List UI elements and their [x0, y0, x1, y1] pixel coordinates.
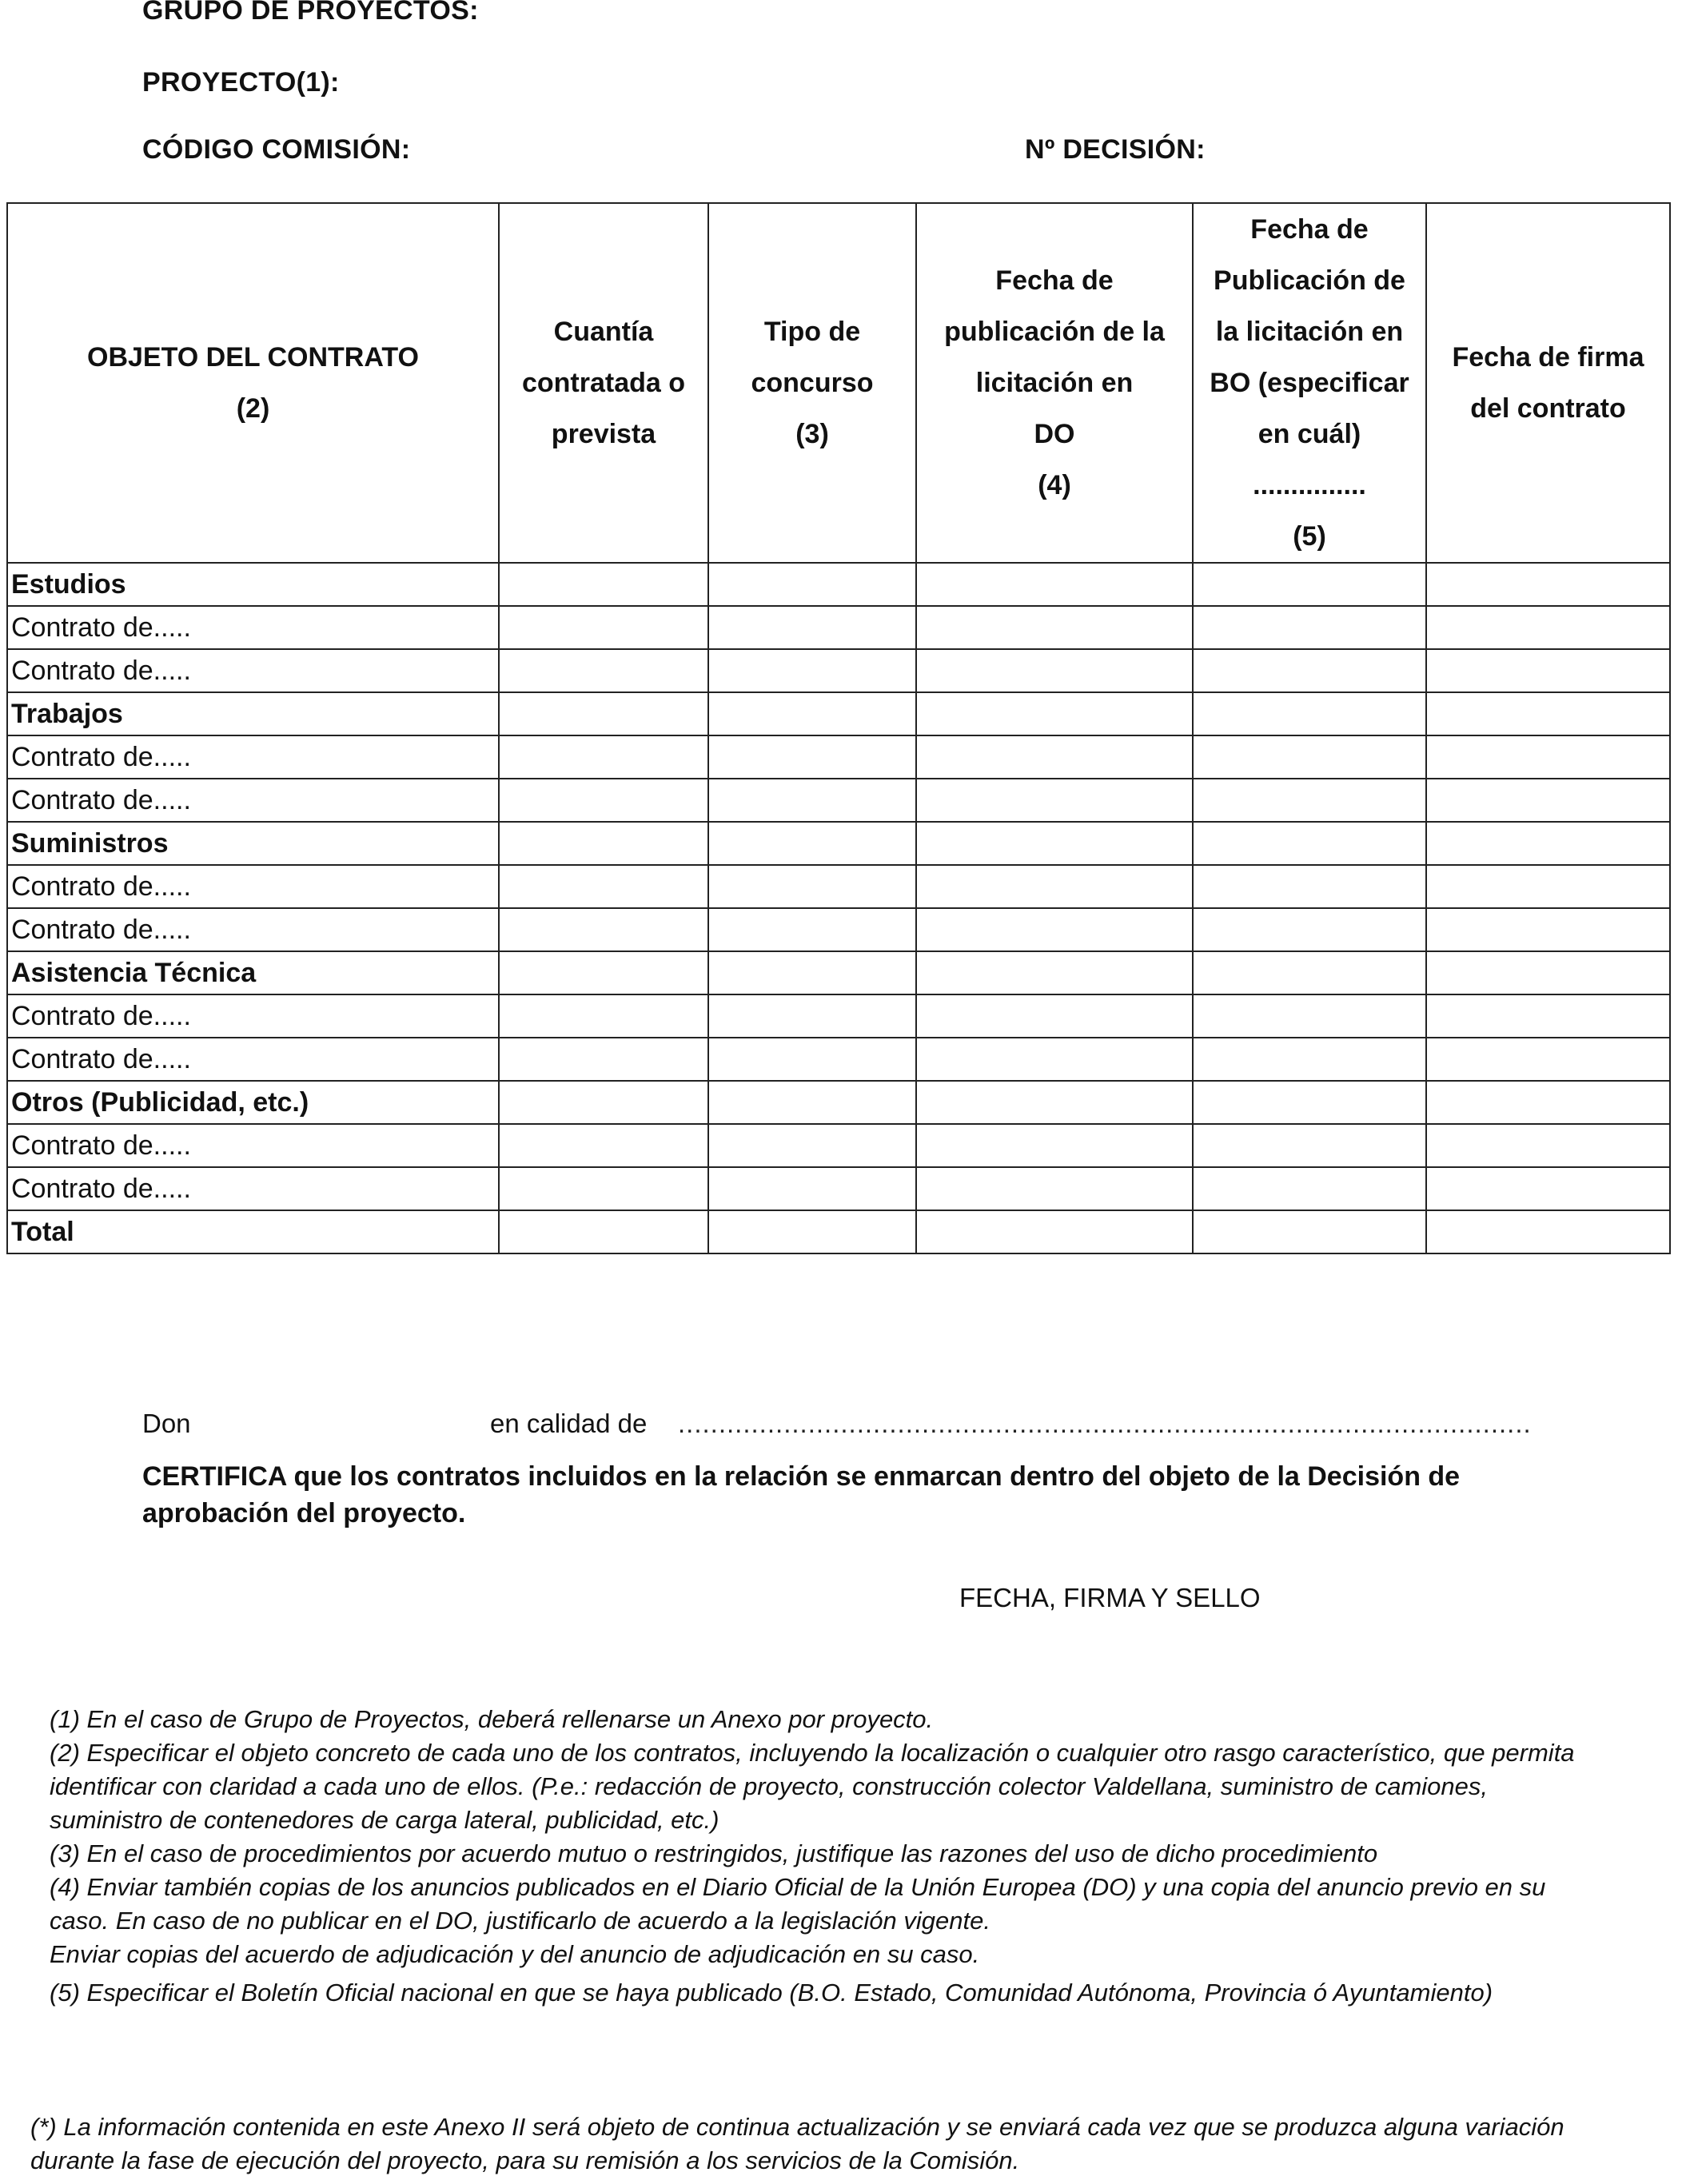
table-row	[7, 692, 1670, 735]
grupo-proyectos-label: GRUPO DE PROYECTOS:	[142, 0, 479, 26]
column-header-line: publicación de la	[944, 317, 1165, 347]
table-cell[interactable]	[499, 606, 708, 649]
table-cell[interactable]	[708, 865, 916, 908]
contract-label: Contrato de.....	[7, 1167, 499, 1210]
table-cell[interactable]	[499, 865, 708, 908]
column-header-line: licitación en	[975, 368, 1134, 398]
don-label: Don	[142, 1409, 191, 1438]
table-cell[interactable]	[1426, 563, 1670, 606]
table-cell[interactable]	[499, 1081, 708, 1124]
contract-label: Contrato de.....	[7, 994, 499, 1038]
table-row	[7, 951, 1670, 994]
table-cell[interactable]	[916, 1210, 1193, 1253]
table-cell[interactable]	[1193, 1210, 1426, 1253]
table-cell[interactable]	[1193, 994, 1426, 1038]
table-cell[interactable]	[1426, 1210, 1670, 1253]
category-label: Otros (Publicidad, etc.)	[7, 1081, 499, 1124]
table-row	[7, 735, 1670, 779]
table-cell[interactable]	[1193, 1124, 1426, 1167]
column-header-1	[499, 203, 708, 563]
table-cell[interactable]	[708, 951, 916, 994]
codigo-comision-label: CÓDIGO COMISIÓN:	[142, 134, 411, 165]
table-cell[interactable]	[708, 606, 916, 649]
column-header-line: DO	[1034, 419, 1075, 449]
table-row	[7, 865, 1670, 908]
table-cell[interactable]	[708, 994, 916, 1038]
column-header-line: Tipo de	[763, 317, 861, 347]
table-cell[interactable]	[1193, 1038, 1426, 1081]
column-header-line: concurso	[751, 368, 874, 398]
table-row	[7, 779, 1670, 822]
table-cell[interactable]	[1426, 994, 1670, 1038]
proyecto-label: PROYECTO(1):	[142, 67, 340, 98]
category-label: Total	[7, 1210, 499, 1253]
contract-label: Contrato de.....	[7, 606, 499, 649]
table-cell[interactable]	[1426, 735, 1670, 779]
table-cell[interactable]	[916, 735, 1193, 779]
table-cell[interactable]	[1426, 1038, 1670, 1081]
table-cell[interactable]	[1426, 951, 1670, 994]
star-note: (*) La información contenida en este Anexo II será objeto de continua actualización y se enviará cada vez que se produzca alguna variación durante la fase de ejecución del proyecto, para su remisión a los servicios de la Comisión.	[30, 2113, 1564, 2174]
table-cell[interactable]	[1426, 1167, 1670, 1210]
contract-label: Contrato de.....	[7, 1124, 499, 1167]
contract-label: Contrato de.....	[7, 865, 499, 908]
table-cell[interactable]	[916, 1124, 1193, 1167]
table-cell[interactable]	[1193, 865, 1426, 908]
table-cell[interactable]	[916, 1081, 1193, 1124]
certification-statement: CERTIFICA que los contratos incluidos en la relación se enmarcan dentro del objeto de la Decisión de aprobación del proyecto.	[142, 1461, 1461, 1528]
table-cell[interactable]	[708, 1081, 916, 1124]
table-cell[interactable]	[708, 649, 916, 692]
table-cell[interactable]	[1426, 606, 1670, 649]
table-cell[interactable]	[708, 1124, 916, 1167]
table-cell[interactable]	[499, 649, 708, 692]
table-cell[interactable]	[1426, 1124, 1670, 1167]
column-header-line: del contrato	[1470, 393, 1626, 424]
contract-label: Contrato de.....	[7, 779, 499, 822]
table-cell[interactable]	[916, 1167, 1193, 1210]
table-cell[interactable]	[1193, 692, 1426, 735]
table-cell[interactable]	[1193, 822, 1426, 865]
table-cell[interactable]	[1426, 1081, 1670, 1124]
table-cell[interactable]	[499, 1124, 708, 1167]
table-cell[interactable]	[916, 994, 1193, 1038]
table-cell[interactable]	[499, 779, 708, 822]
column-header-3	[916, 203, 1193, 563]
table-cell[interactable]	[708, 908, 916, 951]
table-cell[interactable]	[1193, 735, 1426, 779]
footnote-4-continued: Enviar copias del acuerdo de adjudicación y del anuncio de adjudicación en su caso.	[50, 1940, 980, 1968]
table-row	[7, 1038, 1670, 1081]
column-header-line: (4)	[1038, 470, 1071, 500]
table-cell[interactable]	[916, 908, 1193, 951]
category-label: Trabajos	[7, 692, 499, 735]
table-cell[interactable]	[916, 779, 1193, 822]
table-cell[interactable]	[1426, 692, 1670, 735]
table-cell[interactable]	[916, 563, 1193, 606]
column-header-line: Publicación de	[1214, 265, 1405, 296]
column-header-4	[1193, 203, 1426, 563]
table-row	[7, 1167, 1670, 1210]
table-row	[7, 1081, 1670, 1124]
table-cell[interactable]	[499, 692, 708, 735]
table-cell[interactable]	[708, 1210, 916, 1253]
column-header-line: (2)	[236, 393, 270, 424]
column-header-line: BO (especificar	[1210, 368, 1409, 398]
column-header-line: (3)	[795, 419, 829, 449]
table-cell[interactable]	[499, 994, 708, 1038]
table-cell[interactable]	[1426, 649, 1670, 692]
column-header-5	[1426, 203, 1670, 563]
column-header-line: ...............	[1253, 470, 1366, 500]
footnote-3: (3) En el caso de procedimientos por acuerdo mutuo o restringidos, justifique las razones del uso de dicho procedimiento	[50, 1839, 1378, 1867]
category-label: Suministros	[7, 822, 499, 865]
table-cell[interactable]	[1426, 822, 1670, 865]
table-cell[interactable]	[1426, 908, 1670, 951]
category-label: Estudios	[7, 563, 499, 606]
table-cell[interactable]	[1193, 908, 1426, 951]
table-cell[interactable]	[916, 649, 1193, 692]
column-header-line: prevista	[551, 419, 656, 449]
date-signature-stamp-label: FECHA, FIRMA Y SELLO	[959, 1583, 1261, 1612]
column-header-line: Fecha de	[995, 265, 1114, 296]
calidad-label: en calidad de	[490, 1409, 648, 1438]
table-cell[interactable]	[1426, 865, 1670, 908]
table-row	[7, 563, 1670, 606]
table-row	[7, 994, 1670, 1038]
contract-label: Contrato de.....	[7, 649, 499, 692]
table-cell[interactable]	[916, 1038, 1193, 1081]
column-header-2	[708, 203, 916, 563]
table-row	[7, 908, 1670, 951]
contract-label: Contrato de.....	[7, 908, 499, 951]
column-header-line: contratada o	[521, 368, 686, 398]
table-cell[interactable]	[1193, 951, 1426, 994]
column-header-line: en cuál)	[1258, 419, 1361, 449]
column-header-0	[7, 203, 499, 563]
decision-number-label: Nº DECISIÓN:	[1025, 134, 1206, 165]
table-row	[7, 649, 1670, 692]
table-cell[interactable]	[499, 951, 708, 994]
table-cell[interactable]	[916, 606, 1193, 649]
calidad-dotted-line: .........................................................................................................	[678, 1409, 1532, 1438]
contract-label: Contrato de.....	[7, 1038, 499, 1081]
table-row	[7, 1124, 1670, 1167]
table-cell[interactable]	[499, 563, 708, 606]
column-header-line: Fecha de firma	[1452, 342, 1644, 373]
table-cell[interactable]	[708, 1167, 916, 1210]
contract-label: Contrato de.....	[7, 735, 499, 779]
footnote-1: (1) En el caso de Grupo de Proyectos, deberá rellenarse un Anexo por proyecto.	[50, 1705, 934, 1733]
column-header-line: Fecha de	[1250, 214, 1369, 245]
table-cell[interactable]	[916, 865, 1193, 908]
table-cell[interactable]	[499, 1038, 708, 1081]
table-cell[interactable]	[499, 1167, 708, 1210]
table-cell[interactable]	[499, 1210, 708, 1253]
column-header-line: (5)	[1293, 521, 1326, 552]
table-cell[interactable]	[1193, 1081, 1426, 1124]
table-cell[interactable]	[499, 908, 708, 951]
table-cell[interactable]	[1193, 606, 1426, 649]
table-row	[7, 822, 1670, 865]
table-cell[interactable]	[1193, 1167, 1426, 1210]
contracts-table	[6, 202, 1671, 1254]
table-cell[interactable]	[1426, 779, 1670, 822]
table-header-row	[7, 203, 1670, 563]
footnote-2: (2) Especificar el objeto concreto de cada uno de los contratos, incluyendo la localización o cualquier otro rasgo característico, que permita identificar con claridad a cada uno de ellos. (P.e.: redacción de proyecto, construcción colector Valdellana, suministro de camiones, suministro de contenedores de carga lateral, publicidad, etc.)	[50, 1739, 1575, 1834]
table-cell[interactable]	[708, 779, 916, 822]
table-cell[interactable]	[916, 692, 1193, 735]
table-cell[interactable]	[916, 822, 1193, 865]
table-row	[7, 606, 1670, 649]
table-cell[interactable]	[499, 822, 708, 865]
table-cell[interactable]	[1193, 649, 1426, 692]
table-cell[interactable]	[708, 692, 916, 735]
column-header-line: OBJETO DEL CONTRATO	[87, 342, 419, 373]
column-header-line: la licitación en	[1215, 317, 1404, 347]
table-cell[interactable]	[916, 951, 1193, 994]
table-cell[interactable]	[708, 563, 916, 606]
table-cell[interactable]	[499, 735, 708, 779]
column-header-line: Cuantía	[553, 317, 654, 347]
table-cell[interactable]	[1193, 779, 1426, 822]
table-cell[interactable]	[708, 735, 916, 779]
table-cell[interactable]	[708, 1038, 916, 1081]
footnote-4: (4) Enviar también copias de los anuncios publicados en el Diario Oficial de la Unión Europea (DO) y una copia del anuncio previo en su caso. En caso de no publicar en el DO, justificarlo de acuerdo a la legislación vigente.	[50, 1873, 1546, 1935]
table-body	[7, 563, 1670, 1253]
category-label: Asistencia Técnica	[7, 951, 499, 994]
footnotes	[50, 1703, 1600, 2010]
table-cell[interactable]	[1193, 563, 1426, 606]
footnote-5: (5) Especificar el Boletín Oficial nacional en que se haya publicado (B.O. Estado, Comunidad Autónoma, Provincia ó Ayuntamiento)	[50, 1979, 1493, 2007]
table-row	[7, 1210, 1670, 1253]
table-cell[interactable]	[708, 822, 916, 865]
